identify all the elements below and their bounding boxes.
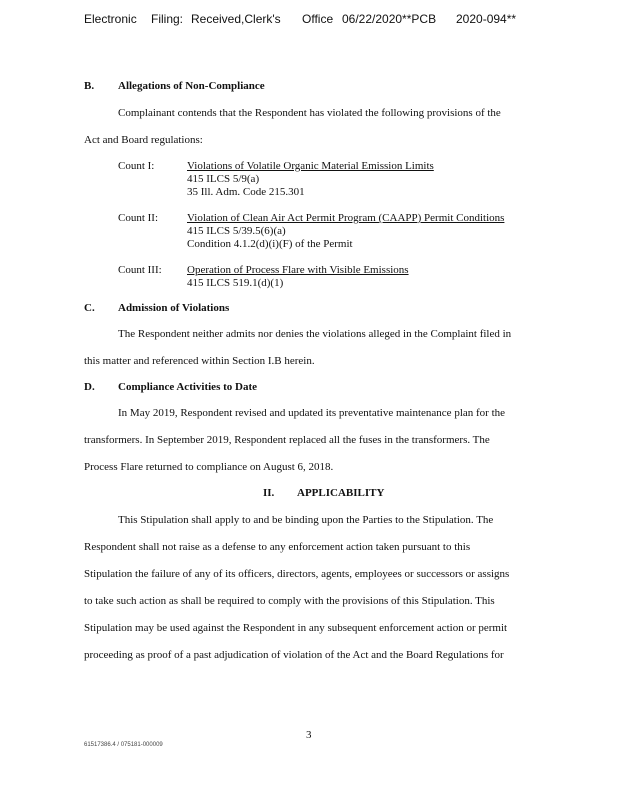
- section-d-line2: transformers. In September 2019, Respondent replaced all the fuses in the transformers. The: [84, 434, 490, 446]
- header-filing: Filing:: [151, 12, 184, 26]
- count-3-title: Operation of Process Flare with Visible Emissions: [187, 264, 409, 276]
- section-b-intro-line1: Complainant contends that the Respondent has violated the following provisions of the: [118, 107, 501, 119]
- section-d-line3: Process Flare returned to compliance on August 6, 2018.: [84, 461, 334, 473]
- header-electronic: Electronic: [84, 12, 137, 26]
- section-d-title: Compliance Activities to Date: [118, 381, 257, 393]
- header-date: 06/22/2020**PCB: [342, 12, 437, 26]
- section-c-line1: The Respondent neither admits nor denies the violations alleged in the Complaint filed in: [118, 328, 512, 340]
- section-b-title: Allegations of Non-Compliance: [118, 80, 265, 92]
- section-d-line1: In May 2019, Respondent revised and updated its preventative maintenance plan for the: [118, 407, 506, 419]
- section-ii-line4: to take such action as shall be required to comply with the provisions of this Stipulation. This: [84, 595, 495, 607]
- header-office: Office: [302, 12, 334, 26]
- count-2-condition: Condition 4.1.2(d)(i)(F) of the Permit: [187, 238, 353, 250]
- section-ii-number: II.: [263, 487, 275, 499]
- count-2-label: Count II:: [118, 212, 159, 224]
- count-1-title: Violations of Volatile Organic Material Emission Limits: [187, 160, 434, 172]
- header-docket: 2020-094**: [456, 12, 517, 26]
- page-number: 3: [306, 729, 312, 741]
- filing-stamp-header: [0, 12, 618, 30]
- count-3-statute: 415 ILCS 519.1(d)(1): [187, 277, 284, 289]
- count-1-statute: 415 ILCS 5/9(a): [187, 173, 260, 185]
- section-ii-line1: This Stipulation shall apply to and be binding upon the Parties to the Stipulation. The: [118, 514, 494, 526]
- section-ii-line3: Stipulation the failure of any of its officers, directors, agents, employees or successors or assigns: [84, 568, 510, 580]
- header-received: Received,Clerk's: [191, 12, 281, 26]
- count-1-regulation: 35 Ill. Adm. Code 215.301: [187, 186, 305, 198]
- count-1-label: Count I:: [118, 160, 155, 172]
- count-3-label: Count III:: [118, 264, 162, 276]
- count-2-statute: 415 ILCS 5/39.5(6)(a): [187, 225, 286, 237]
- section-c-title: Admission of Violations: [118, 302, 230, 314]
- section-b-letter: B.: [84, 80, 95, 92]
- section-c-line2: this matter and referenced within Section I.B herein.: [84, 355, 315, 367]
- section-ii-title: APPLICABILITY: [297, 487, 385, 499]
- section-ii-line2: Respondent shall not raise as a defense to any enforcement action taken pursuant to this: [84, 541, 471, 553]
- section-ii-line5: Stipulation may be used against the Respondent in any subsequent enforcement action or permit: [84, 622, 508, 634]
- section-ii-line6: proceeding as proof of a past adjudication of violation of the Act and the Board Regulations for: [84, 649, 504, 661]
- count-2-title: Violation of Clean Air Act Permit Program (CAAPP) Permit Conditions: [187, 212, 505, 224]
- section-b-intro-line2: Act and Board regulations:: [84, 134, 203, 146]
- section-d-letter: D.: [84, 381, 95, 393]
- document-id: 61517386.4 / 075181-000009: [84, 742, 163, 748]
- section-c-letter: C.: [84, 302, 95, 314]
